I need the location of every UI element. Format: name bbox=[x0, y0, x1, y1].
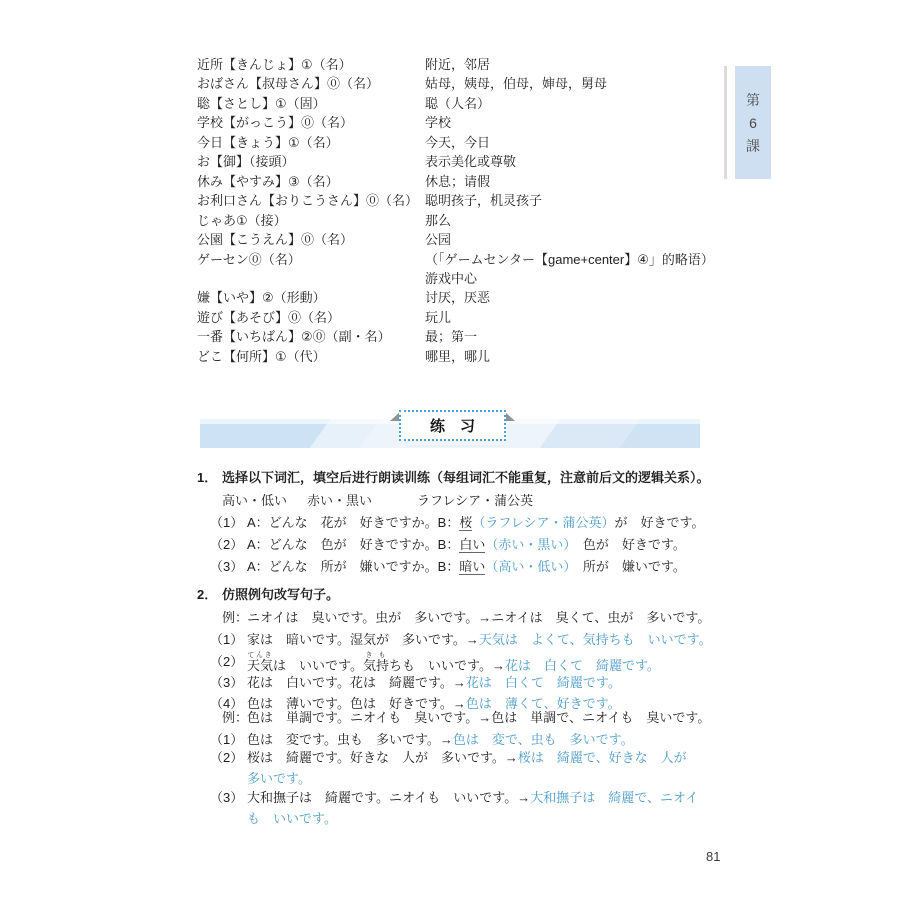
vocab-cn: 聪（人名） bbox=[425, 95, 491, 111]
exercise2-heading bbox=[197, 585, 712, 605]
arrow: → bbox=[465, 632, 479, 647]
vocab-cn: 姑母，姨母，伯母，婶母，舅母 bbox=[425, 76, 608, 92]
item-text bbox=[247, 788, 702, 829]
exercise2-item bbox=[197, 748, 712, 789]
vocab-jp: じゃあ①（接） bbox=[197, 212, 287, 228]
filled-answer: 桜 bbox=[459, 515, 473, 530]
vocab-jp: お利口さん【おりこうさん】⓪（名） bbox=[197, 193, 419, 209]
word-bank-item: ラフレシア・蒲公英 bbox=[417, 493, 534, 508]
item-prompt: A：どんな 色が 好きですか。B： bbox=[247, 537, 460, 552]
answer-sentence: 大和撫子は 綺麗で、ニオイも いいです。 bbox=[247, 790, 699, 826]
vocab-jp: 一番【いちばん】②⓪（副・名） bbox=[197, 329, 391, 345]
vocab-cn: 公园 bbox=[425, 232, 452, 248]
source-sentence: 色は 薄いです。色は 好きです。 bbox=[247, 696, 453, 711]
item-text bbox=[247, 748, 702, 789]
vocab-row bbox=[197, 74, 712, 93]
lesson-tab-char: 第 bbox=[746, 91, 760, 108]
arrow: → bbox=[452, 675, 466, 690]
practice-title-label: 练 习 bbox=[429, 418, 475, 435]
option-choices: （ラフレシア・蒲公英） bbox=[472, 515, 615, 530]
vocab-cn: 表示美化或尊敬 bbox=[425, 154, 517, 170]
answer-sentence: 花は 白くて 綺麗です。 bbox=[504, 658, 660, 673]
item-number: （1） bbox=[210, 515, 244, 530]
exercise1-item bbox=[197, 535, 712, 555]
vocab-row bbox=[197, 152, 712, 171]
vocab-cn: 讨厌，厌恶 bbox=[425, 290, 491, 306]
vocab-jp: 今日【きょう】①（名） bbox=[197, 134, 339, 150]
arrow: → bbox=[504, 750, 518, 765]
source-sentence: 大和撫子は 綺麗です。ニオイも いいです。 bbox=[247, 790, 518, 805]
exercise2-number: 2． bbox=[197, 587, 218, 602]
item-text bbox=[247, 630, 712, 650]
vocab-row bbox=[197, 211, 712, 230]
exercise1-item bbox=[197, 513, 712, 533]
option-choices: （赤い・黒い） bbox=[485, 537, 570, 552]
item-number: （3） bbox=[210, 559, 244, 574]
ruby-furigana: てんき bbox=[247, 652, 273, 659]
option-choices: （高い・低い） bbox=[485, 559, 570, 574]
vocab-jp: おばさん【叔母さん】⓪（名） bbox=[197, 76, 380, 92]
example-label: 例： bbox=[222, 610, 249, 625]
vocab-jp: 休み【やすみ】③（名） bbox=[197, 173, 339, 189]
vocab-row bbox=[197, 113, 712, 132]
filled-answer: 白い bbox=[459, 537, 486, 552]
tab-divider-line bbox=[724, 66, 727, 179]
vocab-row bbox=[197, 191, 712, 210]
vocab-cn: 学校 bbox=[425, 115, 452, 131]
lesson-tab-char: 6 bbox=[749, 114, 757, 131]
vocab-row bbox=[197, 172, 712, 191]
item-suffix: 所が 嫌いです。 bbox=[569, 559, 686, 574]
vocab-cn: 附近，邻居 bbox=[425, 57, 491, 72]
item-number: （3） bbox=[210, 675, 244, 690]
vocab-row bbox=[197, 55, 712, 74]
answer-sentence: 色は 薄くて、好きです。 bbox=[465, 696, 621, 711]
vocabulary-list bbox=[197, 55, 712, 366]
vocab-cn: 聪明孩子，机灵孩子 bbox=[425, 193, 543, 209]
ruby-base: 気持 bbox=[362, 658, 389, 673]
exercise2-item bbox=[197, 730, 712, 750]
arrow: → bbox=[452, 696, 466, 711]
exercise2-item bbox=[197, 788, 712, 829]
exercise2-example bbox=[197, 708, 712, 728]
item-suffix: 色が 好きです。 bbox=[569, 537, 686, 552]
vocab-jp: お【御】（接頭） bbox=[197, 154, 295, 170]
exercise1-word-bank bbox=[197, 491, 712, 511]
item-text bbox=[247, 535, 712, 555]
item-text bbox=[247, 513, 712, 533]
answer-sentence: 花は 白くて 綺麗です。 bbox=[465, 675, 621, 690]
lesson-tab bbox=[735, 66, 771, 179]
word-bank-item: 赤い・黒い bbox=[307, 493, 373, 508]
vocab-jp: 学校【がっこう】⓪（名） bbox=[197, 115, 354, 131]
vocab-cn: 那么 bbox=[425, 212, 452, 228]
lesson-tab-char: 課 bbox=[746, 137, 760, 154]
vocab-jp: どこ【何所】①（代） bbox=[197, 348, 326, 364]
source-sentence: 色は 変です。虫も 多いです。 bbox=[247, 732, 440, 747]
answer-sentence: 天気は よくて、気持ちも いいです。 bbox=[478, 632, 712, 647]
example-label: 例： bbox=[222, 710, 249, 725]
filled-answer: 暗い bbox=[459, 559, 486, 574]
exercise2-example bbox=[197, 608, 712, 628]
item-text bbox=[247, 730, 712, 750]
source-sentence: 花は 白いです。花は 綺麗です。 bbox=[247, 675, 453, 690]
vocab-cn: 最；第一 bbox=[425, 329, 478, 345]
arrow: → bbox=[491, 658, 505, 673]
ruby-word bbox=[362, 652, 389, 673]
answer-sentence: 色は 変で、虫も 多いです。 bbox=[452, 732, 634, 747]
ruby-base: 天気 bbox=[247, 658, 274, 673]
vocab-cn: 今天，今日 bbox=[425, 134, 491, 150]
exercise1-item bbox=[197, 557, 712, 577]
item-number: （2） bbox=[210, 654, 244, 669]
vocab-row bbox=[197, 94, 712, 113]
item-text bbox=[247, 673, 712, 693]
item-number: （1） bbox=[210, 632, 244, 647]
item-number: （3） bbox=[210, 790, 244, 805]
item-number: （2） bbox=[210, 537, 244, 552]
ruby-furigana: きも bbox=[362, 652, 389, 659]
item-prompt: A：どんな 花が 好きですか。B： bbox=[247, 515, 460, 530]
exercise1-number: 1． bbox=[197, 470, 218, 485]
vocab-row bbox=[197, 133, 712, 152]
vocab-row bbox=[197, 308, 712, 327]
page-number: 81 bbox=[706, 849, 721, 864]
vocab-cn: （「ゲームセンター【game+center】④」的略语）游戏中心 bbox=[425, 251, 708, 286]
source-sentence: ちも いいです。 bbox=[389, 658, 492, 673]
practice-section-title bbox=[399, 410, 506, 441]
item-suffix: が 好きです。 bbox=[614, 515, 705, 530]
source-sentence: は いいです。 bbox=[273, 658, 363, 673]
vocab-row bbox=[197, 347, 712, 366]
item-number: （4） bbox=[210, 696, 244, 711]
arrow: → bbox=[517, 790, 531, 805]
item-prompt: A：どんな 所が 嫌いですか。B： bbox=[247, 559, 460, 574]
word-bank-item: 高い・低い bbox=[222, 493, 288, 508]
vocab-jp: 公園【こうえん】⓪（名） bbox=[197, 232, 354, 248]
vocab-jp: 聡【さとし】①（固） bbox=[197, 95, 326, 111]
vocab-row bbox=[197, 230, 712, 249]
item-number: （2） bbox=[210, 750, 244, 765]
exercise1-heading bbox=[197, 468, 712, 488]
answer-sentence: 桜は 綺麗で、好きな 人が 多いです。 bbox=[247, 750, 700, 786]
arrow: → bbox=[439, 732, 453, 747]
vocab-jp: 遊び【あそび】⓪（名） bbox=[197, 309, 341, 325]
example-text: 色は 単調です。ニオイも 臭いです。→色は 単調で、ニオイも 臭いです。 bbox=[247, 710, 711, 725]
item-text bbox=[247, 557, 712, 577]
item-number: （1） bbox=[210, 732, 244, 747]
exercise1-title: 选择以下词汇，填空后进行朗读训练（每组词汇不能重复，注意前后文的逻辑关系）。 bbox=[222, 470, 710, 485]
vocab-jp: 嫌【いや】②（形動） bbox=[197, 290, 326, 306]
vocab-row bbox=[197, 327, 712, 346]
vocab-row bbox=[197, 250, 712, 289]
vocab-cn: 休息；请假 bbox=[425, 173, 491, 189]
example-text: ニオイは 臭いです。虫が 多いです。→ニオイは 臭くて、虫が 多いです。 bbox=[247, 610, 711, 625]
exercise2-item bbox=[197, 630, 712, 650]
ruby-word bbox=[247, 652, 274, 673]
vocab-row bbox=[197, 288, 712, 307]
source-sentence: 家は 暗いです。湿気が 多いです。 bbox=[247, 632, 466, 647]
exercise2-item bbox=[197, 673, 712, 693]
vocab-jp: 近所【きんじょ】①（名） bbox=[197, 57, 352, 72]
vocab-jp: ゲーセン⓪（名） bbox=[197, 251, 301, 267]
vocab-cn: 哪里，哪儿 bbox=[425, 348, 491, 364]
vocab-cn: 玩儿 bbox=[425, 309, 452, 325]
exercise2-title: 仿照例句改写句子。 bbox=[222, 587, 340, 602]
source-sentence: 桜は 綺麗です。好きな 人が 多いです。 bbox=[247, 750, 505, 765]
